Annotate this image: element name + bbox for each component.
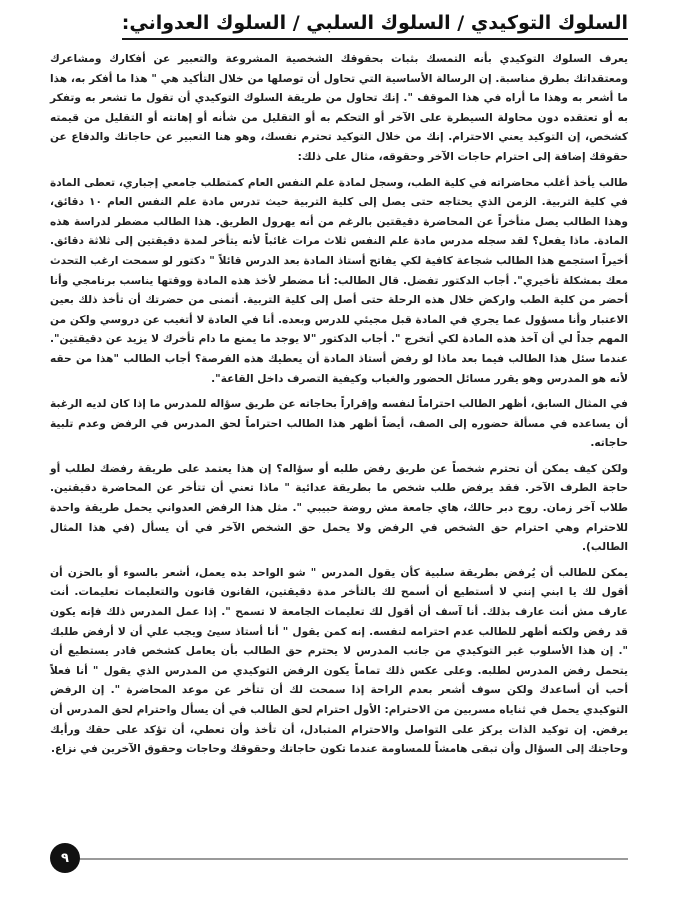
paragraph-example-analysis: في المثال السابق، أظهر الطالب احتراماً لنفسه وإقراراً بحاجاته عن طريق سؤاله للمدرس ما إذا كان لديه الرغبة أن يساعده في مسألة حضوره إلى الصف، أيضاً أظهر هذا الطالب احتراماً لحق المدرس في الرفض وعدم تلبية حاجاته. <box>50 398 628 450</box>
footer-divider <box>78 858 628 860</box>
paragraph-student-example: طالب يأخذ أغلب محاضراته في كلية الطب، وسجل لمادة علم النفس العام كمتطلب جامعي إجباري، تعطى المادة في كلية التربية. الزمن الذي يحتاجه حتى يصل إلى كلية التربية حيث تدرس مادة علم النفس العام ١٠ دقائق، وهذا الطالب يصل متأخراً عن المحاضرة دقيقتين بالرغم من أنه يهرول الطريق. هذا الطالب مضطر لدراسة هذه المادة. ماذا يفعل؟ لقد سجله مدرس مادة علم النفس ثلاث مرات غائباً لأنه يتأخر لمدة دقيقتين إلى ثلاثة دقائق. أخيراً استجمع هذا الطالب شجاعة كافية لكي يفاتح أستاذ المادة بعد الدرس قائلاً " دكتور لو سمحت ارغب التحدث معك بمشكلة تأخيري". أجاب الدكتور تفضل. قال الطالب: أنا مضطر لأخذ هذه المادة ووقتها يناسب برنامجي وأنا أحضر من كلية الطب واركض خلال هذه الرحلة حتى أصل إلى كلية التربية. أتمنى من حضرتك أن تأخذ ذلك بعين الاعتبار وأنا مسؤول عما يجري في المادة قبل مجيئي للدرس وبعده. أنا في العادة لا أتغيب عن دروسي ولكن من المهم جداً لي أن آخذ هذه المادة لكي أتخرج ". أجاب الدكتور "لا يوجد ما يمنع ما دام تأخرك لا يزيد عن دقيقتين". عندما سئل هذا الطالب فيما بعد ماذا لو رفض أستاذ المادة أن يعطيك هذه الفرصة؟ أجاب الطالب "هذا من حقه لأنه هو المدرس وهو يقرر مسائل الحضور والغياب وكيفية التصرف داخل القاعة". <box>50 176 628 385</box>
page-footer <box>50 839 628 879</box>
page-number-badge: ٩ <box>50 843 80 873</box>
title-row <box>50 8 628 50</box>
page-title: السلوك التوكيدي / السلوك السلبي / السلوك العدواني: <box>122 12 628 40</box>
paragraph-passive-refusal: يمكن للطالب أن يُرفض بطريقة سلبية كأن يقول المدرس " شو الواحد بده يعمل، أشعر بالسوء أو بالحزن أن أقول لك يا ابني إنني لا أستطيع أن أسمح لك بالتأخر مدة دقيقتين، القانون قانون والتعليمات تعليمات. أنت عارف مش أنت عارف بذلك. أنا آسف أن أقول لك تعليمات الجامعة لا تسمح ". إذا عمل المدرس ذلك فإنه يكون قد رفض ولكنه أظهر للطالب عدم احترامه لنفسه. إنه كمن يقول " أنا أستاذ سيئ ويجب علي أن لا أرفض طلبك ". إن هذا الأسلوب غير التوكيدي من جانب المدرس لا يحترم حق الطالب بأن يعامل كشخص قادر يستطيع أن يتحمل رفض المدرس لطلبه. وعلى عكس ذلك تماماً يكون الرفض التوكيدي من المدرس الذي يقول " أنا فعلاً أحب أن أساعدك ولكن سوف أشعر بعدم الراحة إذا سمحت لك أن تتأخر عن موعد المحاضرة ". إن الرفض التوكيدي يحمل في ثناياه مسربين من الاحترام: الأول احترام لحق الطالب في أن يسأل واحترام لحق المدرس أن يرفض. إن توكيد الذات يركز على التواصل والاحترام المتبادل، أن تأخذ وأن تعطي، أن تؤكد على حقك ورأيك وحاجتك إلى السؤال وأن تبقى هامشاً للمساومة عندما تكون حاجاتك وحقوقك وحاجات وحقوق الآخرين في نزاع. <box>50 566 628 756</box>
paragraph-definition: يعرف السلوك التوكيدي بأنه التمسك بثبات بحقوقك الشخصية المشروعة والتعبير عن أفكارك ومشاعرك ومعتقداتك بطرق مناسبة. إن الرسالة الأساسية التي تحاول أن توصلها من خلال التأكيد هي " هذا ما أفكر به، هذا ما أشعر به وهذا ما أراه في هذا الموقف ". إنك تحاول من طريقة السلوك التوكيدي أن تقول ما تشعر به وتفكر به أو تعتقده دون محاولة السيطرة على الآخر أو التحكم به أو التقليل من شأنه أو إهانته أو التقليل من قيمته كشخص، إن التوكيد يعني الاحترام. إنك من خلال التوكيد تحترم نفسك، وهو هنا التعبير عن حاجاتك والدفاع عن حقوقك إضافة إلى احترام حاجات الآخر وحقوقه، مثال على ذلك: <box>50 53 628 163</box>
document-body <box>50 50 628 760</box>
paragraph-aggressive-refusal: ولكن كيف يمكن أن تحترم شخصاً عن طريق رفض طلبه أو سؤاله؟ إن هذا يعتمد على طريقة رفضك لطلب أو حاجة الطرف الآخر. فقد يرفض طلب شخص ما بطريقة عدائية " ماذا تعني أن تتأخر عن المحاضرة دقيقتين. طلاب آخر زمان. روح دبر حالك، هاي جامعة مش روضة حبيبي ". مثل هذا الرفض العدواني يحمل طريقة واحدة للاحترام وهي احترام حق الشخص في الرفض ولا يحمل حق الشخص الآخر في أن يسأل (في هذا المثال الطالب). <box>50 462 628 554</box>
